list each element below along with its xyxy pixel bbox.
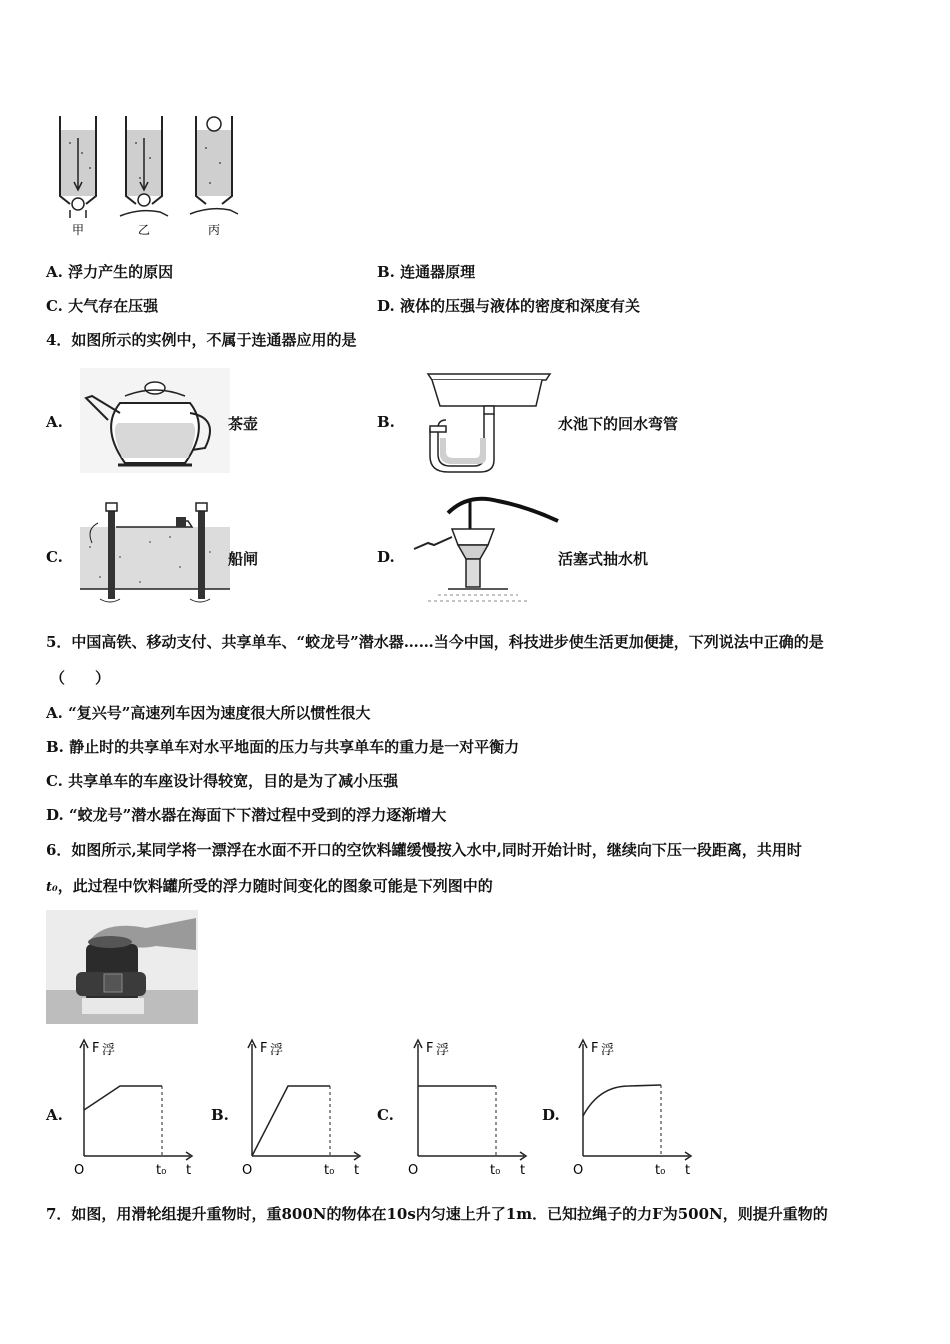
q6-graph-d-origin: O [573,1163,584,1178]
q6-graph-d-ylabel: F [591,1041,599,1056]
q5-option-a[interactable]: A. “复兴号”高速列车因为速度很大所以惯性很大 [46,704,371,722]
q3-option-a[interactable]: A. 浮力产生的原因 [46,263,174,281]
q6-graph-a-ylabel: F [92,1041,100,1056]
q6-graph-b-ylabel: F [260,1041,268,1056]
q5-answer-blank: （ ） [50,669,111,687]
q6-graph-b-t0: t₀ [324,1163,335,1178]
q6-graph-c-t0: t₀ [490,1163,501,1178]
q6-graph-a-xlabel: t [186,1163,192,1178]
q6-option-c-letter[interactable]: C. [377,1106,394,1124]
q4-option-d-letter[interactable]: D. [377,548,395,566]
q4-stem: 4．如图所示的实例中，不属于连通器应用的是 [46,331,357,349]
q6-option-b-letter[interactable]: B. [211,1106,229,1124]
q6-stem-line2: t₀，此过程中饮料罐所受的浮力随时间变化的图象可能是下列图中的 [46,877,493,895]
ship-lock-icon [80,497,230,607]
q5-option-d[interactable]: D. “蛟龙号”潜水器在海面下下潜过程中受到的浮力逐渐增大 [46,806,447,824]
q6-graph-c-origin: O [408,1163,419,1178]
q6-option-d-letter[interactable]: D. [542,1106,560,1124]
q6-graph-a-origin: O [74,1163,85,1178]
q4-option-b-caption: 水池下的回水弯管 [558,415,679,433]
q6-graph-d [569,1036,699,1181]
q5-option-c[interactable]: C. 共享单车的车座设计得较宽，目的是为了减小压强 [46,772,399,790]
q6-graph-a-ysub: 浮 [102,1043,116,1058]
teapot-icon [80,368,230,473]
q3-option-d[interactable]: D. 液体的压强与液体的密度和深度有关 [377,297,640,315]
q3-option-c[interactable]: C. 大气存在压强 [46,297,159,315]
q5-option-b[interactable]: B. 静止时的共享单车对水平地面的压力与共享单车的重力是一对平衡力 [46,738,520,756]
q3-caption-jia: 甲 [72,223,85,237]
q3-option-b[interactable]: B. 连通器原理 [377,263,476,281]
q5-stem: 5．中国高铁、移动支付、共享单车、“蛟龙号”潜水器……当今中国，科技进步使生活更加便捷，下列说法中正确的是 [46,633,824,651]
q6-graph-d-t0: t₀ [655,1163,666,1178]
sink-trap-icon [410,368,560,473]
q4-option-a-caption: 茶壶 [228,415,259,433]
q4-option-a-letter[interactable]: A. [46,413,63,431]
q4-option-b-letter[interactable]: B. [377,413,395,431]
q6-graph-a [70,1036,200,1181]
q6-graph-c-xlabel: t [520,1163,526,1178]
q6-graph-b-xlabel: t [354,1163,360,1178]
q6-graph-d-ysub: 浮 [601,1043,615,1058]
q4-option-c-caption: 船闸 [228,550,259,568]
q6-graph-b-ysub: 浮 [270,1043,284,1058]
piston-pump-icon [408,493,563,608]
q6-graph-d-xlabel: t [685,1163,691,1178]
q3-tubes-figure [50,108,250,238]
q6-graph-c [404,1036,534,1181]
q6-graph-c-ylabel: F [426,1041,434,1056]
q6-graph-b [238,1036,368,1181]
q6-stem-line1: 6．如图所示,某同学将一漂浮在水面不开口的空饮料罐缓慢按入水中,同时开始计时，继续向下压一段距离，共用时 [46,841,802,859]
q6-graph-a-t0: t₀ [156,1163,167,1178]
can-in-water-photo [46,910,198,1024]
q4-option-d-caption: 活塞式抽水机 [558,550,649,568]
q6-option-a-letter[interactable]: A. [46,1106,63,1124]
q4-option-c-letter[interactable]: C. [46,548,63,566]
q6-graph-c-ysub: 浮 [436,1043,450,1058]
q3-caption-yi: 乙 [138,223,151,237]
q7-stem: 7．如图，用滑轮组提升重物时，重800N的物体在10s内匀速上升了1m．已知拉绳子的力F为500N，则提升重物的 [46,1205,828,1223]
q6-graph-b-origin: O [242,1163,253,1178]
q3-caption-bing: 丙 [208,223,221,237]
